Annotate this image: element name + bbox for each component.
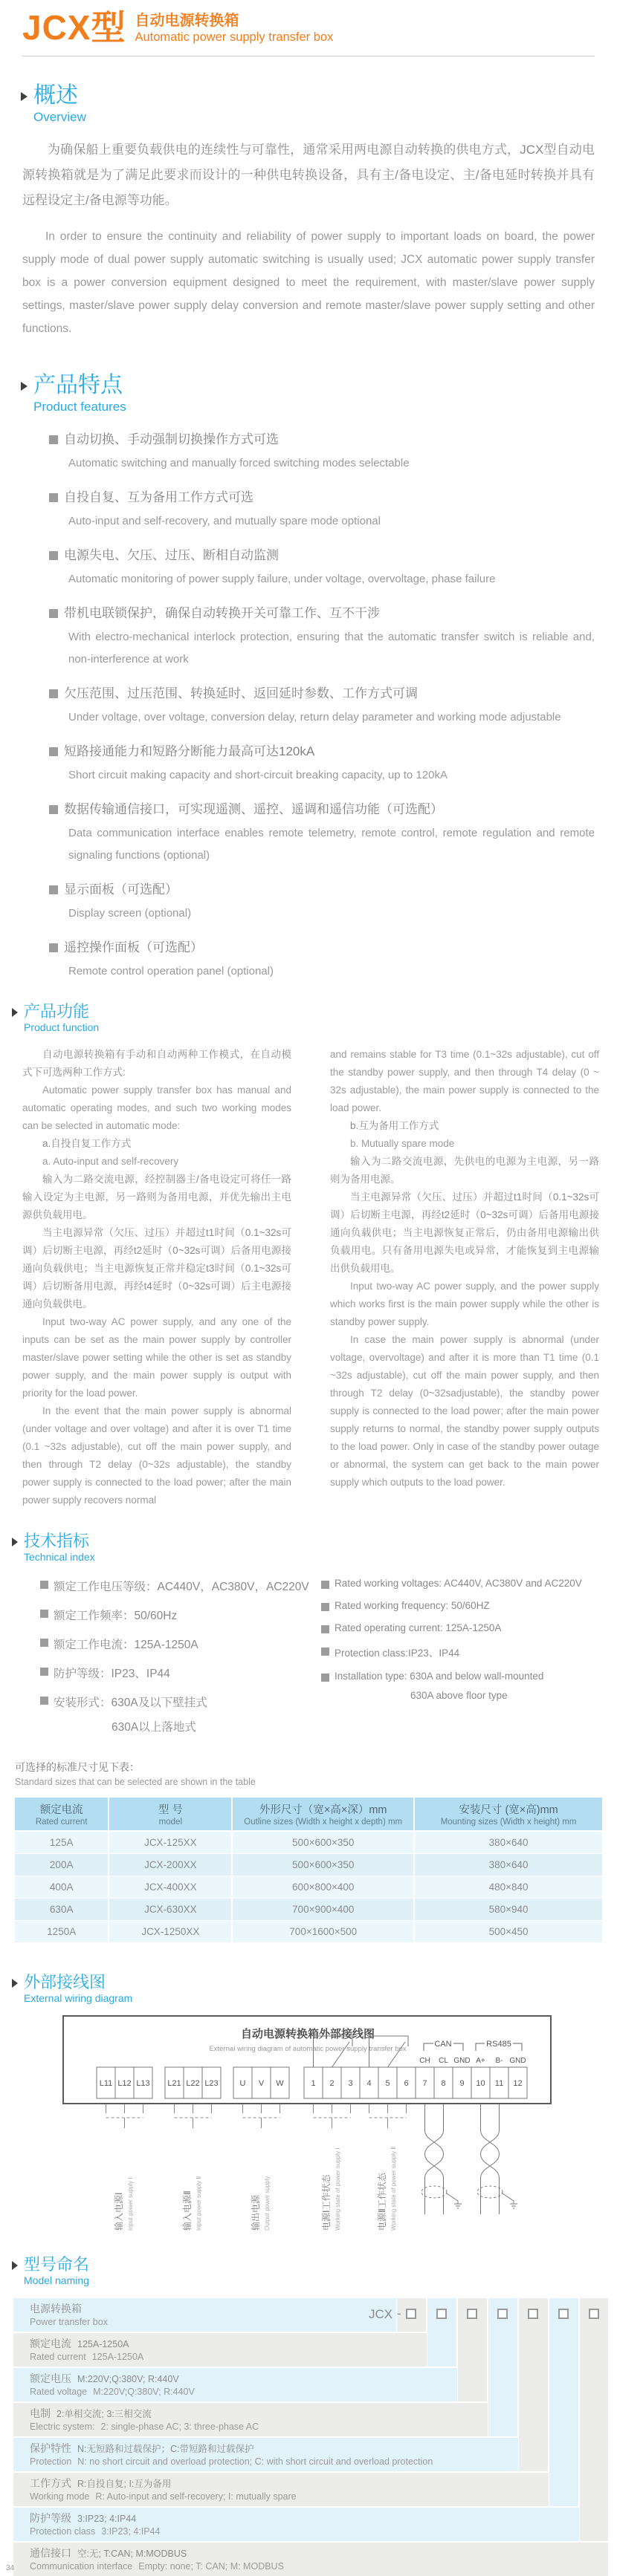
pin-label: GND [509, 2057, 526, 2066]
group-label-en: Working state of power supply Ⅰ [335, 2147, 341, 2231]
naming-detail-cn: 3:IP23; 4:IP44 [77, 2513, 137, 2524]
pin-label: GND [453, 2057, 471, 2066]
feature-en: Automatic switching and manually forced switching modes selectable [68, 456, 410, 469]
naming-code-box [436, 2309, 447, 2319]
function-paragraph: 当主电源异常（欠压、过压）并超过t1时间（0.1~32s可调）后切断主电源，再经t2延时（0~32s可调）后备用电源接通向负载供电；当主电源恢复正常并稳定t3时间（0.1~32s可调）后切断备用电源，再经t4延时（0~32s可调）后主电源接通向负载供电。 [22, 1227, 291, 1310]
naming-label-en: Working mode [30, 2491, 90, 2502]
table-row [15, 1831, 602, 1854]
feature-en: Short circuit making capacity and short-circuit breaking capacity, up to 120kA [68, 768, 448, 781]
naming-label-cn: 电制 [30, 2407, 51, 2419]
technical-heading-cn: 技术指标 [24, 1532, 90, 1551]
cell-model: JCX-400XX [109, 1876, 232, 1898]
naming-column-strip [549, 2298, 578, 2506]
bullet-square-icon [40, 1581, 48, 1589]
naming-label-cn: 电源转换箱 [30, 2302, 82, 2315]
product-title-block [135, 10, 333, 45]
naming-label-en: Protection [30, 2456, 72, 2467]
bullet-square-icon [49, 551, 58, 560]
pin-label: CH [419, 2057, 430, 2066]
bullet-square-icon [49, 805, 58, 814]
bullet-square-icon [49, 493, 58, 502]
svg-text:L11: L11 [99, 2079, 113, 2089]
naming-heading-en: Model naming [24, 2274, 89, 2287]
svg-text:11: 11 [494, 2079, 504, 2089]
group-label-cn: 输入电源Ⅰ [114, 2192, 124, 2231]
naming-prefix: JCX [369, 2306, 393, 2321]
features-heading-en: Product features [33, 399, 126, 414]
feature-cn: 显示面板（可选配） [64, 882, 178, 897]
function-paragraph: a. Auto-input and self-recovery [42, 1156, 179, 1168]
diagram-title-cn: 自动电源转换箱外部接线图 [240, 2028, 375, 2041]
technical-item-continuation: 630A above floor type [410, 1689, 508, 1701]
sizes-table-header-row [15, 1798, 602, 1831]
svg-text:7: 7 [422, 2079, 427, 2089]
svg-text:L23: L23 [204, 2079, 219, 2089]
naming-column-strip [580, 2298, 608, 2541]
bullet-square-icon [321, 1625, 329, 1633]
section-triangle-icon [12, 1538, 18, 1546]
feature-cn: 欠压范围、过压范围、转换延时、返回延时参数、工作方式可调 [64, 686, 418, 700]
bullet-square-icon [321, 1581, 329, 1589]
group-label-en: Input power supply Ⅰ [127, 2177, 134, 2231]
overview-paragraph-en: In order to ensure the continuity and reliability of power supply to important loads on board, the power supply mode of dual power supply automatic switching is usually used; JCX automatic power supply transfer box is a power conversion equipment designed to meet the requirement, with master/slave power supply settings, master/slave power supply delay conversion and remote master/slave power supply setting and other functions. [22, 230, 595, 336]
naming-detail-en: 2: single-phase AC; 3: three-phase AC [100, 2421, 259, 2432]
function-paragraph: 当主电源异常（欠压、过压）并超过t1时间（0.1~32s可调）后切断主电源，再经t2延时（0~32s可调）后备用电源接通向负载供电；当主电源恢复正常后，仍由备用电源输出供负载用电。只有备用电源失电或异常，才能恢复到主电源输出供负载用电。 [330, 1191, 599, 1275]
group-label-cn: 电源Ⅰ工作状态 [321, 2174, 332, 2231]
group-label-en: Working state of power supply Ⅱ [390, 2146, 397, 2231]
svg-text:V: V [258, 2079, 265, 2089]
svg-text:10: 10 [476, 2079, 485, 2089]
overview-heading-en: Overview [33, 109, 86, 124]
feature-item [49, 879, 595, 925]
feature-item [49, 602, 595, 671]
naming-column-strip [519, 2298, 548, 2471]
twisted-pair-rs485 [477, 2104, 517, 2214]
svg-text:3: 3 [348, 2079, 353, 2089]
cell-rated-current: 400A [15, 1876, 109, 1898]
column-header: 型 号 model [109, 1798, 232, 1831]
feature-item [49, 937, 595, 983]
naming-detail-cn: 空:无; T:CAN; M:MODBUS [77, 2548, 187, 2559]
svg-text:6: 6 [404, 2079, 409, 2089]
naming-row [13, 2368, 457, 2401]
section-triangle-icon [12, 1979, 18, 1988]
feature-en: Display screen (optional) [68, 906, 192, 920]
bullet-square-icon [40, 1668, 48, 1676]
bullet-square-icon [49, 885, 58, 894]
feature-en: With electro-mechanical interlock protection, ensuring that the automatic transfer switch is reliable and, non-interference at work [68, 630, 595, 666]
group-label-en: Output power supply [264, 2176, 271, 2231]
naming-detail-cn: 125A-1250A [77, 2338, 129, 2349]
cell-outline-size: 500×600×350 [232, 1831, 414, 1854]
svg-text:1: 1 [311, 2079, 316, 2089]
cell-model: JCX-125XX [109, 1831, 232, 1854]
table-row [15, 1876, 602, 1898]
naming-label-cn: 额定电压 [30, 2372, 71, 2384]
svg-text:L22: L22 [186, 2079, 200, 2089]
technical-columns [40, 1578, 602, 1734]
wiring-heading-en: External wiring diagram [24, 1991, 133, 2004]
page-number: 34 [6, 2563, 15, 2572]
naming-heading [12, 2255, 617, 2287]
feature-cn: 遥控操作面板（可选配） [64, 940, 203, 954]
naming-code-box [497, 2309, 508, 2319]
sizes-intro-cn: 可选择的标准尺寸见下表： [15, 1760, 140, 1773]
naming-label-en: Power transfer box [30, 2316, 108, 2327]
technical-item: Rated working frequency: 50/60HZ [335, 1599, 490, 1611]
feature-cn: 带机电联锁保护，确保自动转换开关可靠工作、互不干涉 [64, 605, 380, 620]
naming-label-cn: 工作方式 [30, 2476, 71, 2489]
feature-en: Under voltage, over voltage, conversion delay, return delay parameter and working mode adjustable [68, 710, 561, 723]
bullet-square-icon [321, 1648, 329, 1656]
naming-detail-en: Empty: none; T: CAN; M: MODBUS [138, 2560, 284, 2572]
naming-row [13, 2543, 608, 2576]
naming-detail-en: N: no short circuit and overload protection; C: with short circuit and overload protection [77, 2456, 433, 2467]
feature-cn: 短路接通能力和短路分断能力最高可达120kA [64, 744, 315, 758]
technical-item: 安装形式：630A及以下壁挂式 [54, 1696, 207, 1709]
technical-right-column [321, 1578, 602, 1734]
function-paragraph: In case the main power supply is abnormal (under voltage, overvoltage) and after it is more than T1 time (0.1 ~32s adjustable), cut off the main power supply, and then through T2 delay (0~32sadjustable), the standby power supply is connected to the load power; after the main power supply returns to normal, the standby power supply outputs to the load power. Only in case of the standby power outage or abnormal, the system can get back to the main power supply which outputs to the load power. [330, 1334, 599, 1489]
naming-code-box [406, 2309, 416, 2319]
cell-mounting-size: 500×450 [414, 1920, 602, 1942]
naming-label-en: Electric system: [30, 2421, 95, 2432]
naming-detail-en: 3:IP23; 4:IP44 [101, 2525, 161, 2537]
lead-brackets [106, 2104, 407, 2128]
naming-label-en: Protection class [30, 2525, 96, 2537]
function-paragraph: a.自投自复工作方式 [42, 1138, 132, 1150]
cell-model: JCX-200XX [109, 1853, 232, 1876]
naming-label-cn: 防护等级 [30, 2511, 71, 2524]
features-heading [21, 373, 617, 415]
function-paragraph: 自动电源转换箱有手动和自动两种工作模式，在自动模式下可选两种工作方式: [22, 1049, 291, 1079]
bullet-square-icon [40, 1610, 48, 1618]
column-header: 外形尺寸（宽×高×深）mm Outline sizes (Width x height x depth) mm [232, 1798, 414, 1831]
sizes-table [15, 1798, 602, 1943]
technical-heading-en: Technical index [24, 1551, 95, 1564]
naming-label-cn: 保护特性 [30, 2442, 71, 2454]
bullet-square-icon [49, 689, 58, 698]
naming-separator: - [397, 2306, 401, 2320]
twisted-pair-can [421, 2104, 462, 2214]
naming-detail-cn: 2:单相交流; 3:三相交流 [56, 2408, 152, 2419]
column-header: 安装尺寸 (宽×高)mm Mounting sizes (Width x height) mm [414, 1798, 602, 1831]
cell-model: JCX-630XX [109, 1898, 232, 1920]
cell-rated-current: 200A [15, 1853, 109, 1876]
naming-row [13, 2473, 549, 2506]
feature-en: Data communication interface enables remote telemetry, remote control, remote regulation and remote signaling functions (optional) [68, 826, 595, 862]
svg-text:4: 4 [366, 2079, 372, 2089]
function-heading-cn: 产品功能 [24, 1001, 90, 1021]
cell-outline-size: 500×600×350 [232, 1853, 414, 1876]
bullet-square-icon [321, 1674, 329, 1682]
naming-row [13, 2333, 427, 2367]
overview-heading-cn: 概述 [33, 83, 78, 108]
naming-row [13, 2438, 518, 2471]
bullet-square-icon [49, 435, 58, 444]
function-paragraph: Input two-way AC power supply, and any one of the inputs can be set as the main power supply by controller master/slave power setting while the other is set as standby power supply, and the main power supply is output with priority for the load power. [22, 1316, 291, 1399]
wiring-heading [12, 1973, 617, 2005]
cell-outline-size: 700×900×400 [232, 1898, 414, 1920]
cell-mounting-size: 580×940 [414, 1898, 602, 1920]
function-paragraph: Input two-way AC power supply, and the power supply which works first is the main power supply while the other is standby power supply. [330, 1281, 599, 1328]
svg-text:L13: L13 [136, 2079, 150, 2089]
feature-item [49, 741, 595, 787]
cell-outline-size: 600×800×400 [232, 1876, 414, 1898]
svg-text:L12: L12 [117, 2079, 132, 2089]
cell-mounting-size: 380×640 [414, 1831, 602, 1854]
section-triangle-icon [12, 1008, 18, 1017]
section-triangle-icon [21, 382, 28, 391]
bullet-square-icon [40, 1697, 48, 1705]
function-left-column [22, 1046, 291, 1509]
cell-rated-current: 630A [15, 1898, 109, 1920]
function-paragraph: and remains stable for T3 time (0.1~32s adjustable), cut off the standby power supply, and then through T4 delay (0 ~ 32s adjustable), the main power supply is connected to the load power. [330, 1049, 599, 1114]
group-label-cn: 输出电源 [251, 2195, 261, 2231]
svg-text:5: 5 [385, 2079, 390, 2089]
naming-code-box [528, 2309, 538, 2319]
cell-rated-current: 125A [15, 1831, 109, 1854]
group-label-en: Input power supply Ⅱ [196, 2176, 202, 2231]
naming-detail-en: R: Auto-input and self-recovery; I: mutually spare [95, 2491, 297, 2502]
function-paragraph: b.互为备用工作方式 [350, 1120, 439, 1132]
function-paragraph: 输入为二路交流电源，经控制器主/备电设定可将任一路输入设定为主电源，另一路则为备用电源，并优先输出主电源供负载用电。 [22, 1174, 291, 1221]
cell-mounting-size: 480×840 [414, 1876, 602, 1898]
features-list [49, 429, 595, 983]
naming-code-box [589, 2309, 599, 2319]
feature-item [49, 487, 595, 533]
naming-diagram [13, 2298, 608, 2576]
group-label-cn: 输入电源Ⅱ [182, 2190, 193, 2231]
naming-detail-cn: N:无短路和过载保护；C:带短路和过载保护 [77, 2443, 254, 2454]
svg-text:12: 12 [513, 2079, 523, 2089]
wiring-diagram-svg [62, 2015, 553, 2238]
pin-label: A+ [476, 2057, 485, 2066]
product-model-title: JCX型 [22, 8, 126, 47]
technical-item: 额定工作电流：125A-1250A [54, 1638, 198, 1651]
page-header [0, 0, 617, 45]
svg-text:8: 8 [441, 2079, 446, 2089]
bullet-square-icon [49, 609, 58, 618]
naming-label-cn: 通信接口 [30, 2546, 71, 2559]
feature-item [49, 683, 595, 729]
naming-detail-en: M:220V;Q:380V; R:440V [93, 2386, 195, 2397]
cell-mounting-size: 380×640 [414, 1853, 602, 1876]
bullet-square-icon [49, 943, 58, 952]
technical-item: 额定工作频率：50/60Hz [54, 1609, 178, 1622]
naming-label-en: Communication interface [30, 2560, 133, 2572]
naming-detail-cn: R:自投自复; I:互为备用 [77, 2478, 172, 2489]
feature-item [49, 799, 595, 867]
naming-label-en: Rated current [30, 2351, 86, 2362]
naming-label-en: Rated voltage [30, 2386, 88, 2397]
bullet-square-icon [321, 1603, 329, 1611]
wiring-diagram [62, 2015, 617, 2242]
feature-en: Remote control operation panel (optional) [68, 964, 274, 978]
technical-item: 额定工作电压等级：AC440V，AC380V，AC220V [54, 1580, 309, 1593]
naming-code-box [467, 2309, 477, 2319]
feature-item [49, 429, 595, 475]
naming-label-cn: 额定电流 [30, 2337, 71, 2349]
naming-code-box [558, 2309, 569, 2319]
table-row [15, 1898, 602, 1920]
product-title-cn: 自动电源转换箱 [135, 13, 239, 29]
feature-en: Automatic monitoring of power supply failure, under voltage, overvoltage, phase failure [68, 572, 496, 585]
svg-text:2: 2 [329, 2079, 335, 2089]
technical-item: 防护等级：IP23、IP44 [54, 1667, 170, 1680]
technical-item: Protection class:IP23、IP44 [335, 1647, 460, 1659]
sizes-intro-en: Standard sizes that can be selected are shown in the table [15, 1776, 256, 1787]
rs485-bus-label: RS485 [486, 2040, 511, 2049]
function-heading [12, 1002, 617, 1034]
feature-item [49, 544, 595, 591]
technical-heading [12, 1532, 617, 1564]
svg-text:L21: L21 [167, 2079, 181, 2089]
function-right-column [330, 1046, 599, 1509]
cell-outline-size: 700×1600×500 [232, 1920, 414, 1942]
function-paragraph: In the event that the main power supply is abnormal (under voltage and over voltage) and after it is over T1 time (0.1 ~32s adjustable), cut off the main power supply, and then through T2 delay (0~32s adjustable), the standby power supply is connected to the load power; after the main power supply recovers normal [22, 1405, 291, 1506]
product-title-en: Automatic power supply transfer box [135, 30, 334, 44]
wiring-heading-cn: 外部接线图 [24, 1972, 106, 1991]
svg-text:W: W [276, 2079, 284, 2089]
table-row [15, 1853, 602, 1876]
naming-row [13, 2508, 579, 2541]
svg-text:9: 9 [459, 2079, 465, 2089]
section-triangle-icon [12, 2261, 18, 2270]
function-heading-en: Product function [24, 1021, 100, 1033]
cell-model: JCX-1250XX [109, 1920, 232, 1942]
technical-item-continuation: 630A以上落地式 [112, 1720, 196, 1734]
technical-item: Rated operating current: 125A-1250A [335, 1622, 502, 1633]
table-row [15, 1920, 602, 1942]
bullet-square-icon [49, 747, 58, 756]
naming-heading-cn: 型号命名 [24, 2255, 90, 2274]
overview-heading [21, 83, 617, 126]
naming-row [13, 2298, 396, 2332]
features-heading-cn: 产品特点 [33, 373, 123, 398]
group-label-cn: 电源Ⅱ工作状态 [377, 2173, 387, 2231]
cell-rated-current: 1250A [15, 1920, 109, 1942]
technical-item: Rated working voltages: AC440V, AC380V and AC220V [335, 1577, 582, 1589]
function-paragraph: b. Mutually spare mode [350, 1138, 455, 1150]
diagram-title-en: External wiring diagram of automatic power supply transfer box [209, 2045, 407, 2054]
can-bus-label: CAN [434, 2040, 452, 2049]
feature-cn: 数据传输通信接口，可实现遥测、遥控、遥调和遥信功能（可选配） [64, 801, 443, 816]
pin-label: CL [439, 2057, 448, 2066]
feature-cn: 自动切换、手动强制切换操作方式可选 [64, 432, 279, 446]
function-paragraph: 输入为二路交流电源，先供电的电源为主电源，另一路则为备用电源。 [330, 1156, 599, 1185]
group-labels [113, 2147, 397, 2231]
function-columns [22, 1046, 599, 1509]
section-triangle-icon [21, 92, 28, 101]
feature-en: Auto-input and self-recovery, and mutually spare mode optional [68, 514, 381, 527]
naming-detail-cn: M:220V;Q:380V; R:440V [77, 2373, 179, 2384]
function-paragraph: Automatic power supply transfer box has manual and automatic operating modes, and such two working modes can be selected in automatic mode: [22, 1084, 291, 1132]
pin-label: B- [495, 2057, 503, 2066]
bullet-square-icon [40, 1639, 48, 1647]
naming-detail-en: 125A-1250A [91, 2351, 144, 2362]
technical-item: Installation type: 630A and below wall-mounted [335, 1670, 544, 1682]
technical-left-column [40, 1578, 321, 1734]
column-header: 额定电流 Rated current [15, 1798, 109, 1831]
feature-cn: 自投自复、互为备用工作方式可选 [64, 489, 253, 504]
svg-text:U: U [239, 2079, 246, 2089]
feature-cn: 电源失电、欠压、过压、断相自动监测 [64, 547, 279, 562]
overview-paragraph-cn: 为确保船上重要负载供电的连续性与可靠性，通常采用两电源自动转换的供电方式，JCX型自动电源转换箱就是为了满足此要求而设计的一种供电转换设备，具有主/备电设定、主/备电延时转换并具有远程设定主/备电源等功能。 [22, 143, 595, 208]
naming-row [13, 2403, 488, 2436]
